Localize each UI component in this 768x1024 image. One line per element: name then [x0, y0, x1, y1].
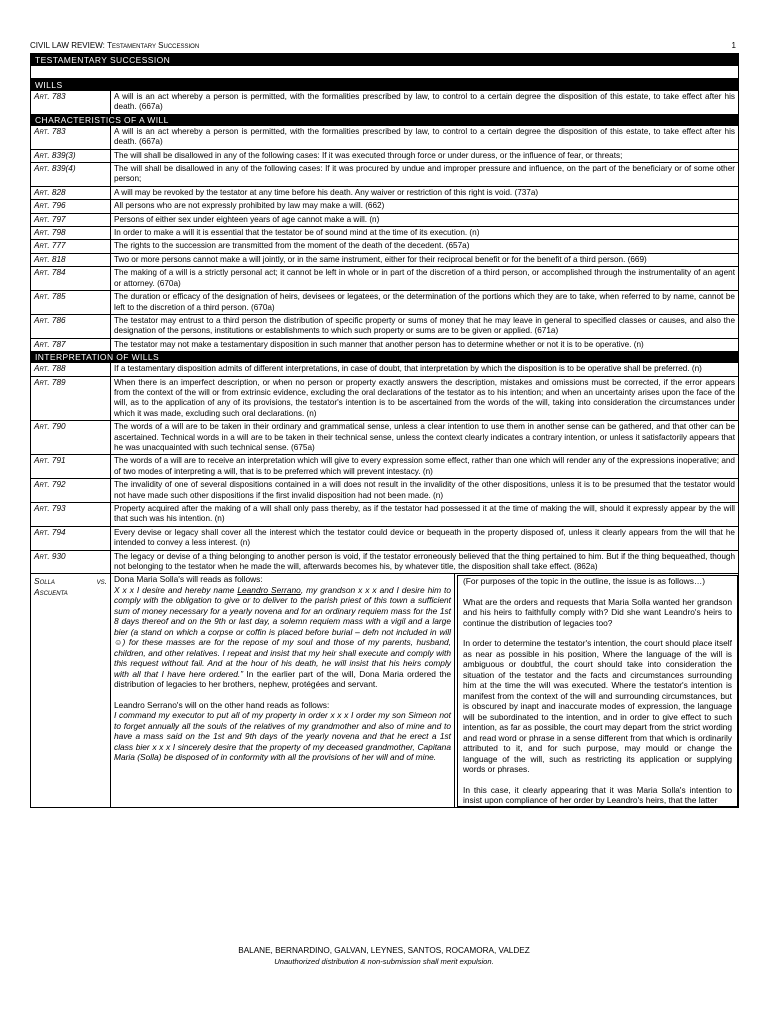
case-left-intro: Dona Maria Solla's will reads as follows: — [114, 574, 263, 585]
case-discussion — [457, 575, 738, 807]
case-left-quote-3: I command my executor to put all of my property in order x x x I order my son Simeon not to forget annually all the souls of the relatives of my grandmother and also of mine and to have a mass said on the 1st and 9th days of the yearly novena and that he erect a 1st class bier x x x I sincerely desire that the property of my deceased grandmother, Capitana Maria (Solla) be disposed of in conformity with all the provisions of her will and of mine. — [114, 710, 451, 763]
wills-rows — [31, 91, 738, 114]
article-text: A will may be revoked by the testator at any time before his death. Any waiver or restriction of this right is void. (737a) — [114, 187, 539, 197]
main-title-bar: TESTAMENTARY SUCCESSION — [31, 54, 738, 66]
article-text: Two or more persons cannot make a will jointly, or in the same instrument, either for their reciprocal benefit or for the benefit of a third person. (669) — [114, 254, 647, 264]
case-facts-block-2 — [114, 700, 451, 763]
article-text: The invalidity of one of several dispositions contained in a will does not result in the invalidity of the other dispositions, unless it is to be presumed that the testator would not have made such other dispositions if the first invalid disposition had not been made. (n) — [114, 480, 735, 500]
article-text: When there is an imperfect description, or when no person or property exactly answers the description, mistakes and omissions must be corrected, if the error appears from the context of the will or from extrinsic evidence, excluding the oral declarations of the testator as to his intention; and when an uncertainty arises upon the face of the will, as to the application of any of its provisions, the testator's intention is to be ascertained from the words of the will, taking into consideration the circumstances under which it was made, excluding such oral declarations. (n) — [114, 377, 735, 418]
article-text: The legacy or devise of a thing belonging to another person is void, if the testator erroneously believed that the thing pertained to him. But if the thing bequeathed, though not belonging to the testator when he made the will, afterwards becomes his, by whatever title, the disposition shall take effect. (862a) — [114, 551, 735, 572]
article-text: In order to make a will it is essential that the testator be of sound mind at the time of its execution. (n) — [114, 228, 480, 238]
footer-authors: BALANE, BERNARDINO, GALVAN, LEYNES, SANTOS, ROCAMORA, VALDEZ — [238, 946, 530, 955]
article-number: Art. 796 — [31, 200, 111, 212]
case-name — [31, 574, 111, 807]
article-row — [31, 254, 738, 267]
header-subject: Testamentary Succession — [107, 41, 200, 50]
interpretation-title-bar: INTERPRETATION OF WILLS — [31, 351, 738, 363]
article-number: Art. 839(3) — [31, 150, 111, 162]
article-number: Art. 783 — [31, 91, 111, 114]
characteristics-rows — [31, 126, 738, 351]
article-text: The will shall be disallowed in any of the following cases: If it was executed through force or under duress, or the influence of fear, or threats; — [114, 150, 623, 160]
case-vs: vs. — [96, 576, 107, 587]
article-text: Every devise or legacy shall cover all the interest which the testator could device or bequeath in the property disposed of, unless it clearly appears from the will that he intended to convey a less interest. (n) — [114, 527, 735, 548]
article-row — [31, 421, 738, 455]
article-row — [31, 527, 738, 551]
article-number: Art. 793 — [31, 503, 111, 526]
blank-row — [31, 66, 738, 79]
page-header — [30, 40, 736, 52]
case-facts-block-1 — [114, 574, 451, 690]
article-number: Art. 787 — [31, 339, 111, 351]
article-row — [31, 150, 738, 163]
article-row — [31, 267, 738, 291]
case-left-intro-2: Leandro Serrano's will on the other hand reads as follows: — [114, 699, 330, 710]
article-row — [31, 91, 738, 114]
article-text: The making of a will is a strictly personal act; it cannot be left in whole or in part of the discretion of a third person, or accomplished through the instrumentality of an agent or attorney. (670a) — [114, 268, 735, 288]
article-number: Art. 783 — [31, 126, 111, 149]
case-left-quote-1: X x x I desire and hereby name — [114, 584, 238, 595]
article-number: Art. 786 — [31, 315, 111, 338]
case-name-1: Solla — [34, 576, 55, 587]
article-number: Art. 818 — [31, 254, 111, 266]
article-number: Art. 930 — [31, 551, 111, 574]
article-text: Property acquired after the making of a will shall only pass thereby, as if the testator had possessed it at the time of making the will, should it expressly appear by the will that such was his intention. (n) — [114, 504, 735, 524]
article-number: Art. 790 — [31, 421, 111, 454]
article-row — [31, 455, 738, 479]
page-number: 1 — [731, 41, 736, 50]
article-number: Art. 792 — [31, 479, 111, 502]
article-text: A will is an act whereby a person is permitted, with the formalities prescribed by law, to control to a certain degree the disposition of this estate, to take effect after his death. (667a) — [114, 126, 735, 147]
article-text: The testator may not make a testamentary disposition in such manner that another person has to determine whether or not it is to be operative. (n) — [114, 339, 644, 349]
article-text: The testator may entrust to a third person the distribution of specific property or sums of money that he may leave in general to specified classes or causes, and also the designation of the persons, institutions or establishments to which such property or sums are to be given or applied. (671a) — [114, 315, 735, 336]
case-row — [31, 573, 738, 807]
article-text: The rights to the succession are transmitted from the moment of the death of the decedent. (657a) — [114, 241, 470, 251]
article-number: Art. 789 — [31, 377, 111, 421]
article-row — [31, 126, 738, 150]
article-number: Art. 797 — [31, 214, 111, 226]
article-text: The will shall be disallowed in any of the following cases: If it was procured by undue and improper pressure and influence, on the part of the beneficiary or of some other person; — [114, 164, 735, 184]
article-row — [31, 163, 738, 187]
interpretation-rows — [31, 363, 738, 573]
page-footer — [0, 945, 768, 967]
outline-table — [30, 53, 739, 808]
article-number: Art. 839(4) — [31, 163, 111, 186]
article-row — [31, 363, 738, 376]
article-row — [31, 291, 738, 315]
footer-notice: Unauthorized distribution & non-submission shall merit expulsion. — [274, 957, 494, 966]
article-text: The words of a will are to be taken in their ordinary and grammatical sense, unless a clear intention to use them in another sense can be gathered, and that other can be ascertained. Technical words in a will are to be taken in their technical sense, unless the context clearly indicates a contrary intention, or unless it satisfactorily appears that he was unacquainted with such technical sense. (675a) — [114, 422, 735, 452]
article-number: Art. 798 — [31, 227, 111, 239]
case-left-quote-name: Leandro Serrano — [237, 584, 301, 595]
article-number: Art. 784 — [31, 267, 111, 290]
article-row — [31, 240, 738, 253]
article-number: Art. 794 — [31, 527, 111, 550]
article-number: Art. 791 — [31, 455, 111, 478]
article-row — [31, 200, 738, 213]
article-text: The duration or efficacy of the designation of heirs, devisees or legatees, or the determination of the portions which they are to take, when referred to by name, cannot be left to the discretion of a third person. (670a) — [114, 292, 735, 312]
header-course: CIVIL LAW REVIEW: — [30, 41, 108, 50]
case-left-after-quote: In the earlier part of the will, Dona Maria ordered the distribution of legacies to her brothers, nephew, protégées and servant. — [114, 668, 452, 690]
article-row — [31, 503, 738, 527]
case-left-quote-2: , my grandson x x x and I desire him to comply with the obligation to give or to deliver to the parish priest of this town a sufficient sum of money necessary for a yearly novena and for an ordinary requiem mass for the 1st 8 days thereof and on the 9th or last day, a solemn requiem mass with a vigil and a large bier (a stand on which a corpse or coffin is placed before burial – defn not included in will☺) for these masses are for the repose of my soul and those of my parents, husband, children, and other relatives. I repeat and insist that my heir shall execute and comply with this request without fail. And at the hour of his death, he will insist that his heirs comply with all that I have here ordered.” — [114, 584, 452, 679]
article-text: A will is an act whereby a person is permitted, with the formalities prescribed by law, to control to a certain degree the disposition of this estate, to take effect after his death. (667a) — [114, 92, 735, 112]
article-text: All persons who are not expressly prohibited by law may make a will. (662) — [114, 201, 385, 211]
article-number: Art. 785 — [31, 291, 111, 314]
article-number: Art. 828 — [31, 187, 111, 199]
article-row — [31, 479, 738, 503]
article-row — [31, 227, 738, 240]
case-name-2: Ascuenta — [34, 586, 68, 597]
article-text: Persons of either sex under eighteen years of age cannot make a will. (n) — [114, 214, 380, 224]
article-number: Art. 788 — [31, 363, 111, 375]
article-number: Art. 777 — [31, 240, 111, 252]
wills-title-bar: WILLS — [31, 79, 738, 91]
article-row — [31, 214, 738, 227]
case-facts — [111, 574, 455, 807]
article-text: If a testamentary disposition admits of different interpretations, in case of doubt, that interpretation by which the disposition is to be operative shall be preferred. (n) — [114, 364, 702, 374]
header-title — [30, 40, 199, 52]
article-row — [31, 339, 738, 351]
case-right-p2: What are the orders and requests that Maria Solla wanted her grandson and his heirs to faithfully comply with? Did she want Leandro's heirs to continue the distribution of legacies too? — [463, 596, 732, 628]
case-right-p4: In this case, it clearly appearing that it was Maria Solla's intention to insist upon compliance of her order by Leandro's heirs, that the latter — [463, 784, 732, 806]
article-row — [31, 315, 738, 339]
case-right-p1: (For purposes of the topic in the outline, the issue is as follows…) — [463, 576, 706, 587]
characteristics-title-bar: CHARACTERISTICS OF A WILL — [31, 114, 738, 126]
article-row — [31, 187, 738, 200]
article-row — [31, 377, 738, 422]
article-text: The words of a will are to receive an interpretation which will give to every expression some effect, rather than one which will render any of the expressions inoperative; and of two modes of interpreting a will, that is to be preferred which will prevent intestacy. (n) — [114, 456, 735, 476]
case-right-p3: In order to determine the testator's intention, the court should place itself as near as possible in his position, Where the language of the will is ambiguous or doubtful, the court should take into consideration the situation of the testator and the facts and circumstances surrounding him at the time the will was executed. Where the testator's intention is manifest from the context of the will and surrounding circumstances, but is obscured by inapt and inaccurate modes of expression, the language will be subordinated to the intention, and in order to give effect to such intention, as far as possible, the court may depart from the strict wording and read word or phrase in a sense different from that which is ordinarily attributed to it, and for such purpose, may mould or change the language of the will, such as restricting its application or supplying words or phrases. — [463, 638, 732, 775]
article-row — [31, 551, 738, 574]
